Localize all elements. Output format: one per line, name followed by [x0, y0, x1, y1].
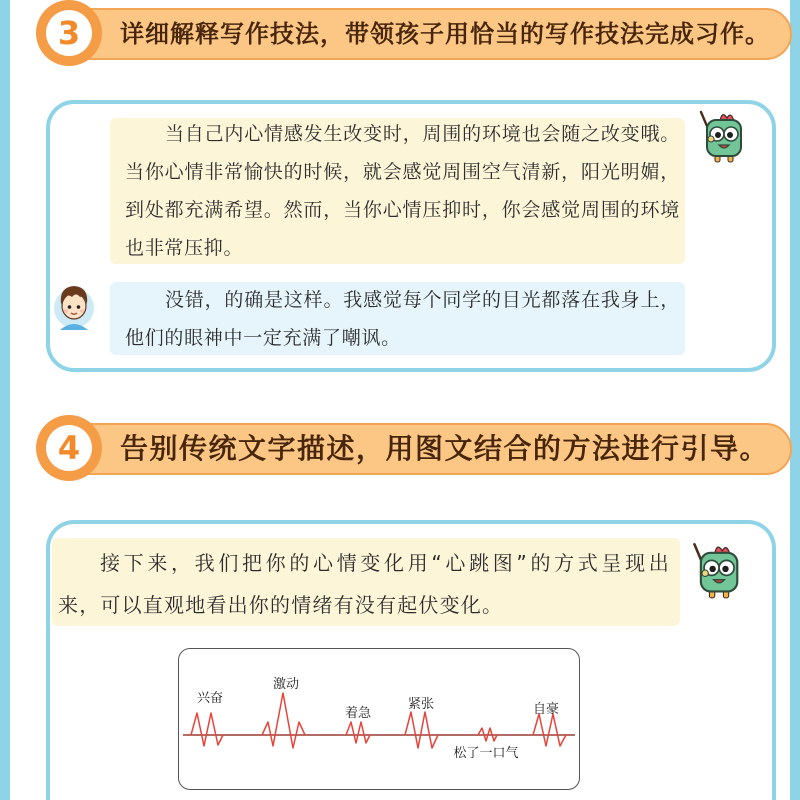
message-line: 到处都充满希望。然而，当你心情压抑时，你会感觉周围的环境 [125, 199, 680, 221]
heartbeat-svg [178, 648, 580, 790]
mascot-message [58, 542, 670, 626]
heartbeat-label-proud: 自豪 [532, 701, 559, 717]
section-title: 告别传统文字描述，用图文结合的方法进行引导。 [120, 432, 770, 465]
student-speech-bubble [110, 282, 685, 355]
boy-avatar-icon [52, 280, 96, 332]
heartbeat-diagram [178, 648, 580, 790]
robot-mascot-icon [698, 108, 748, 164]
heartbeat-label-relieved: 松了一口气 [452, 745, 519, 761]
mascot-speech-bubble [52, 538, 680, 626]
message-line: 当你心情非常愉快的时候，就会感觉周围空气清新，阳光明媚， [125, 161, 680, 183]
section-number: 3 [46, 10, 92, 56]
section-number-badge [36, 0, 102, 66]
mascot-speech-bubble [110, 118, 685, 264]
dialogue-card [46, 100, 776, 372]
section-header-4 [36, 415, 792, 481]
message-line: 也非常压抑。 [125, 237, 244, 259]
heartbeat-spike-thrilled [262, 693, 305, 748]
robot-mascot-icon [690, 540, 746, 600]
message-line: 当自己内心情感发生改变时，周围的环境也会随之改变哦。 [165, 123, 680, 145]
section-number-badge [36, 415, 102, 481]
heartbeat-label-nervous: 紧张 [407, 696, 434, 712]
guidance-card [46, 520, 776, 800]
message-line: 他们的眼神中一定充满了嘲讽。 [125, 327, 401, 349]
mascot-message [125, 118, 680, 264]
heartbeat-label-excited: 兴奋 [196, 690, 223, 706]
heartbeat-spike-nervous [405, 712, 438, 748]
message-line: 接下来，我们把你的心情变化用“心跳图”的方式呈现出 [100, 551, 670, 575]
section-number: 4 [46, 425, 92, 471]
left-border-strip [0, 0, 10, 800]
section-header-3 [36, 0, 792, 66]
message-line: 来，可以直观地看出你的情绪有没有起伏变化。 [58, 593, 504, 617]
heartbeat-spike-excited [191, 713, 223, 746]
right-border-strip [790, 0, 800, 800]
message-line: 没错，的确是这样。我感觉每个同学的目光都落在我身上， [165, 289, 680, 311]
heartbeat-label-anxious: 着急 [344, 705, 371, 721]
section-title: 详细解释写作技法，带领孩子用恰当的写作技法完成习作。 [120, 20, 770, 48]
student-message [125, 282, 680, 355]
heartbeat-spike-proud [533, 714, 566, 746]
heartbeat-spike-anxious [346, 722, 370, 743]
heartbeat-label-thrilled: 激动 [272, 676, 299, 692]
